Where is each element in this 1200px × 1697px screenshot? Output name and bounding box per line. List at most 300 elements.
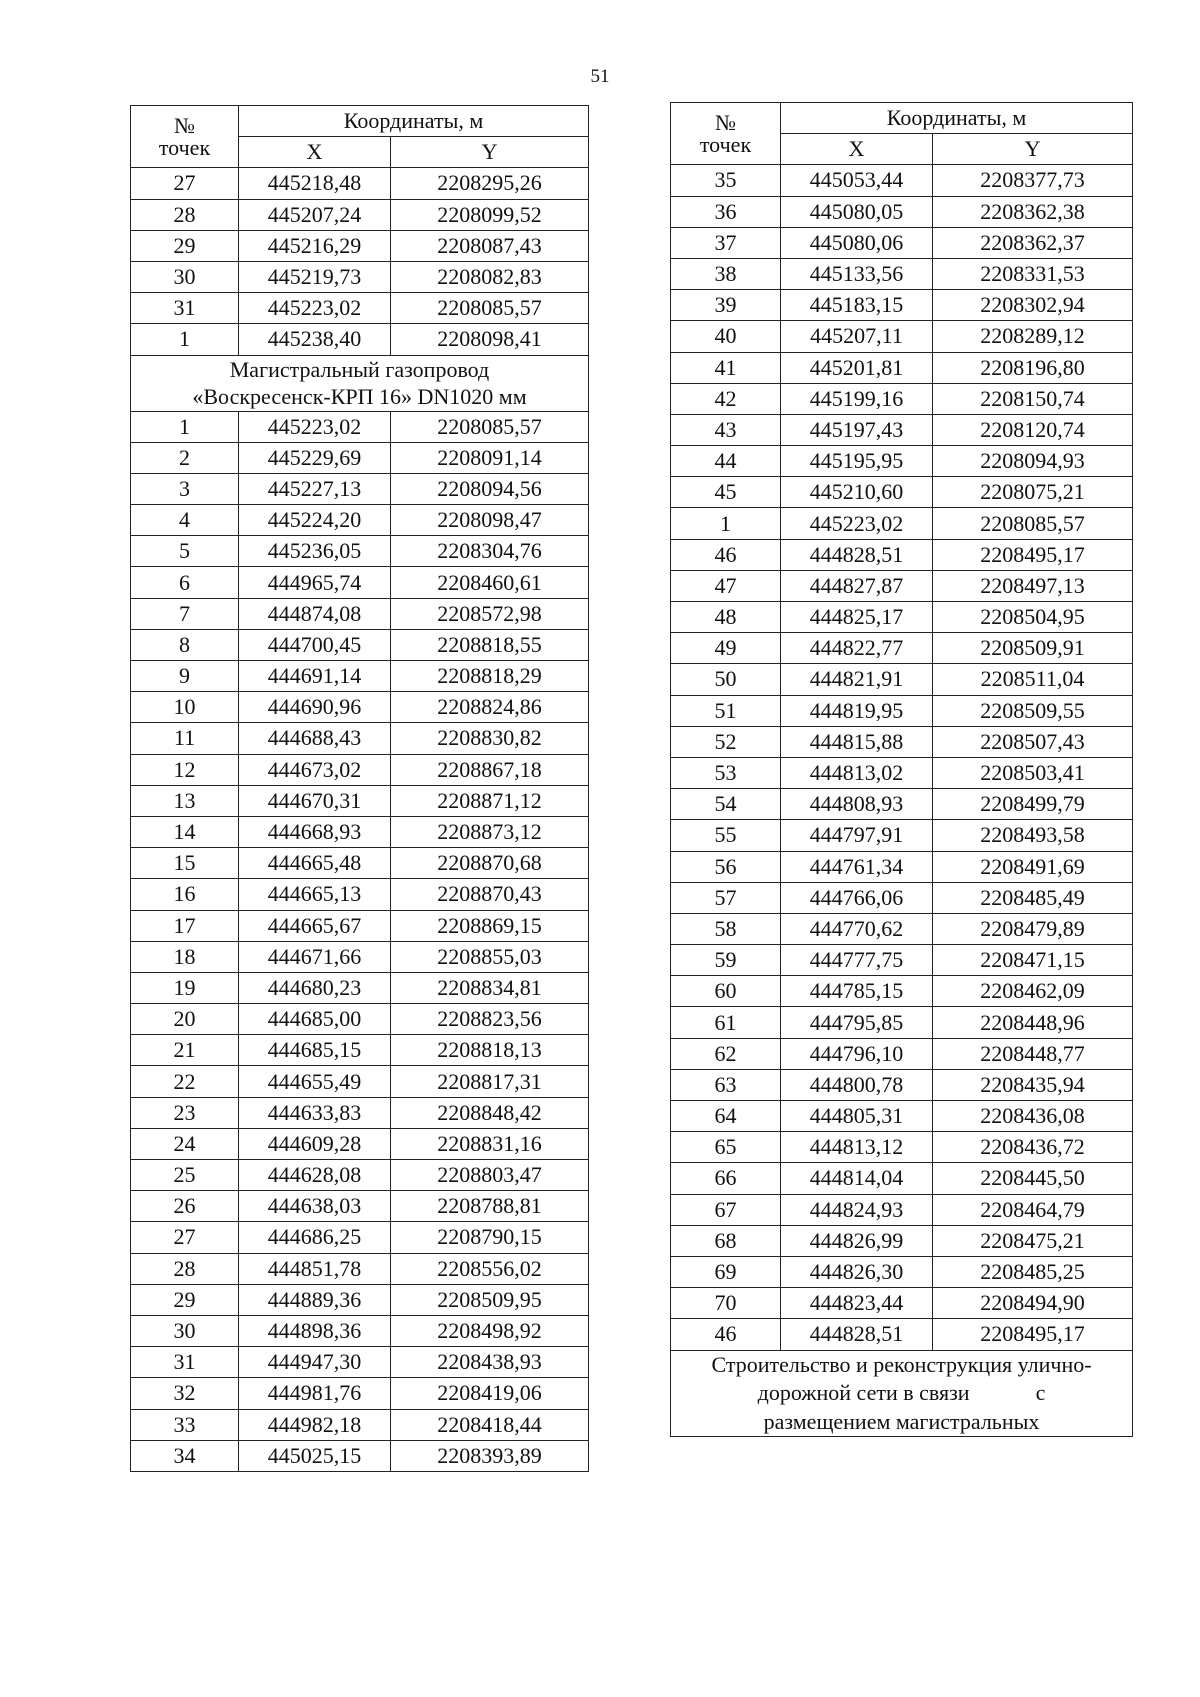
y-coordinate-cell: 2208085,57 [933,508,1133,539]
x-coordinate-cell: 444609,28 [239,1128,391,1159]
table-row [671,1007,1133,1038]
table-row [671,1194,1133,1225]
y-coordinate-cell: 2208870,68 [391,848,589,879]
point-number-cell: 51 [671,695,781,726]
table-row [131,473,589,504]
x-coordinate-cell: 444827,87 [781,570,933,601]
table-row [671,165,1133,196]
point-number-cell: 60 [671,976,781,1007]
point-number-cell: 35 [671,165,781,196]
point-number-cell: 67 [671,1194,781,1225]
point-number-cell: 32 [131,1378,239,1409]
x-coordinate-cell: 445216,29 [239,230,391,261]
x-coordinate-cell: 445183,15 [781,290,933,321]
point-number-cell: 39 [671,290,781,321]
table-body [671,165,1133,1350]
x-coordinate-cell: 445133,56 [781,258,933,289]
x-coordinate-cell: 444700,45 [239,629,391,660]
table-row [131,879,589,910]
table-row [131,1222,589,1253]
section-title: Магистральный газопровод «Воскресенск-КРП 16» DN1020 мм [131,355,589,411]
y-coordinate-cell: 2208460,61 [391,567,589,598]
x-coordinate-cell: 444633,83 [239,1097,391,1128]
table-row [671,508,1133,539]
x-coordinate-cell: 444826,99 [781,1225,933,1256]
x-coordinate-cell: 444668,93 [239,816,391,847]
y-coordinate-cell: 2208304,76 [391,536,589,567]
x-coordinate-cell: 445199,16 [781,383,933,414]
x-coordinate-cell: 444777,75 [781,945,933,976]
table-row [131,816,589,847]
x-coordinate-cell: 444655,49 [239,1066,391,1097]
x-coordinate-cell: 445219,73 [239,261,391,292]
x-coordinate-cell: 445080,06 [781,227,933,258]
x-coordinate-cell: 444761,34 [781,851,933,882]
table-header [131,106,589,168]
x-coordinate-cell: 444947,30 [239,1347,391,1378]
x-coordinate-cell: 444823,44 [781,1288,933,1319]
table-row [671,757,1133,788]
y-coordinate-cell: 2208507,43 [933,726,1133,757]
point-number-cell: 22 [131,1066,239,1097]
x-coordinate-cell: 444686,25 [239,1222,391,1253]
y-coordinate-cell: 2208196,80 [933,352,1133,383]
x-coordinate-cell: 445223,02 [781,508,933,539]
y-coordinate-cell: 2208393,89 [391,1440,589,1471]
point-number-cell: 63 [671,1069,781,1100]
x-coordinate-cell: 444785,15 [781,976,933,1007]
point-number-cell: 13 [131,785,239,816]
point-number-cell: 69 [671,1256,781,1287]
point-number-cell: 16 [131,879,239,910]
table-row [671,882,1133,913]
y-coordinate-cell: 2208377,73 [933,165,1133,196]
x-coordinate-cell: 444821,91 [781,664,933,695]
point-number-cell: 38 [671,258,781,289]
x-coordinate-cell: 445218,48 [239,168,391,199]
point-number-cell: 28 [131,1253,239,1284]
point-number-cell: 57 [671,882,781,913]
table-row [671,913,1133,944]
table-row [131,910,589,941]
y-coordinate-cell: 2208818,29 [391,661,589,692]
y-coordinate-cell: 2208495,17 [933,1319,1133,1350]
table-row [131,723,589,754]
y-coordinate-cell: 2208499,79 [933,789,1133,820]
coordinates-header: Координаты, м [239,106,589,137]
table-row [671,1163,1133,1194]
point-number-cell: 42 [671,383,781,414]
y-coordinate-cell: 2208099,52 [391,199,589,230]
y-coordinate-cell: 2208790,15 [391,1222,589,1253]
x-coordinate-cell: 444889,36 [239,1284,391,1315]
point-number-cell: 43 [671,414,781,445]
point-number-cell: 27 [131,1222,239,1253]
x-coordinate-cell: 444813,02 [781,757,933,788]
x-coordinate-cell: 444691,14 [239,661,391,692]
table-row [131,1440,589,1471]
x-coordinate-cell: 444805,31 [781,1101,933,1132]
table-row [671,1038,1133,1069]
point-number-header: № точек [131,106,239,168]
y-coordinate-cell: 2208485,25 [933,1256,1133,1287]
table-row [131,1253,589,1284]
y-coordinate-cell: 2208445,50 [933,1163,1133,1194]
table-row [671,1132,1133,1163]
table-row [131,1128,589,1159]
y-coordinate-cell: 2208362,37 [933,227,1133,258]
table-row [131,941,589,972]
point-number-cell: 37 [671,227,781,258]
table-row [671,446,1133,477]
table-row [131,598,589,629]
table-body [131,168,589,355]
point-number-cell: 31 [131,293,239,324]
table-row [131,848,589,879]
table-row [671,1256,1133,1287]
table-row [131,261,589,292]
table-row [131,1378,589,1409]
x-coordinate-cell: 444815,88 [781,726,933,757]
x-coordinate-cell: 444685,15 [239,1035,391,1066]
table-row [131,1284,589,1315]
table-row [131,168,589,199]
coordinates-table-left [130,105,589,1472]
y-header: Y [933,134,1133,165]
point-number-cell: 58 [671,913,781,944]
y-coordinate-cell: 2208419,06 [391,1378,589,1409]
x-coordinate-cell: 444898,36 [239,1315,391,1346]
x-coordinate-cell: 445223,02 [239,411,391,442]
y-coordinate-cell: 2208289,12 [933,321,1133,352]
point-number-cell: 12 [131,754,239,785]
y-coordinate-cell: 2208091,14 [391,442,589,473]
y-coordinate-cell: 2208331,53 [933,258,1133,289]
point-number-cell: 17 [131,910,239,941]
y-header: Y [391,137,589,168]
y-coordinate-cell: 2208295,26 [391,168,589,199]
table-row [131,505,589,536]
point-number-cell: 20 [131,1004,239,1035]
table-row [671,633,1133,664]
table-row [131,230,589,261]
point-number-cell: 46 [671,1319,781,1350]
y-coordinate-cell: 2208448,77 [933,1038,1133,1069]
point-number-cell: 24 [131,1128,239,1159]
x-coordinate-cell: 444673,02 [239,754,391,785]
y-coordinate-cell: 2208475,21 [933,1225,1133,1256]
point-number-cell: 9 [131,661,239,692]
table-row [671,945,1133,976]
point-number-cell: 1 [131,324,239,355]
point-number-cell: 8 [131,629,239,660]
point-number-cell: 31 [131,1347,239,1378]
table-row [131,324,589,355]
table-row [131,567,589,598]
point-number-cell: 52 [671,726,781,757]
x-coordinate-cell: 445210,60 [781,477,933,508]
point-number-cell: 10 [131,692,239,723]
point-number-cell: 7 [131,598,239,629]
x-coordinate-cell: 444874,08 [239,598,391,629]
point-number-cell: 15 [131,848,239,879]
y-coordinate-cell: 2208509,55 [933,695,1133,726]
x-coordinate-cell: 445207,11 [781,321,933,352]
x-coordinate-cell: 445238,40 [239,324,391,355]
coordinates-table-right [670,102,1133,1437]
point-number-cell: 18 [131,941,239,972]
y-coordinate-cell: 2208094,56 [391,473,589,504]
y-coordinate-cell: 2208098,41 [391,324,589,355]
y-coordinate-cell: 2208464,79 [933,1194,1133,1225]
x-coordinate-cell: 444808,93 [781,789,933,820]
table-row [131,785,589,816]
table-row [131,1347,589,1378]
table-row [671,227,1133,258]
point-number-cell: 54 [671,789,781,820]
point-number-cell: 21 [131,1035,239,1066]
table-row [671,1101,1133,1132]
y-coordinate-cell: 2208471,15 [933,945,1133,976]
point-number-cell: 46 [671,539,781,570]
table-row [131,972,589,1003]
y-coordinate-cell: 2208493,58 [933,820,1133,851]
table-row [131,1035,589,1066]
x-header: X [239,137,391,168]
tail-row-group [671,1350,1133,1437]
point-number-cell: 11 [131,723,239,754]
x-coordinate-cell: 444680,23 [239,972,391,1003]
y-coordinate-cell: 2208362,38 [933,196,1133,227]
table-row [131,1315,589,1346]
x-coordinate-cell: 444685,00 [239,1004,391,1035]
y-coordinate-cell: 2208498,92 [391,1315,589,1346]
x-coordinate-cell: 444665,48 [239,848,391,879]
y-coordinate-cell: 2208855,03 [391,941,589,972]
point-number-cell: 27 [131,168,239,199]
y-coordinate-cell: 2208438,93 [391,1347,589,1378]
x-coordinate-cell: 445201,81 [781,352,933,383]
x-coordinate-cell: 444770,62 [781,913,933,944]
x-coordinate-cell: 444813,12 [781,1132,933,1163]
table-row [671,321,1133,352]
point-number-cell: 30 [131,1315,239,1346]
table-row [131,411,589,442]
x-coordinate-cell: 444981,76 [239,1378,391,1409]
table-row [671,820,1133,851]
table-row [671,1069,1133,1100]
point-number-cell: 65 [671,1132,781,1163]
section-row [131,355,589,411]
x-coordinate-cell: 444814,04 [781,1163,933,1194]
y-coordinate-cell: 2208823,56 [391,1004,589,1035]
table-row [671,851,1133,882]
y-coordinate-cell: 2208494,90 [933,1288,1133,1319]
point-number-cell: 14 [131,816,239,847]
x-coordinate-cell: 444965,74 [239,567,391,598]
point-number-cell: 1 [131,411,239,442]
point-number-cell: 47 [671,570,781,601]
y-coordinate-cell: 2208082,83 [391,261,589,292]
point-number-cell: 2 [131,442,239,473]
x-coordinate-cell: 444688,43 [239,723,391,754]
table-row [671,789,1133,820]
page-number: 51 [590,66,610,87]
x-coordinate-cell: 444822,77 [781,633,933,664]
y-coordinate-cell: 2208504,95 [933,602,1133,633]
point-number-cell: 33 [131,1409,239,1440]
y-coordinate-cell: 2208511,04 [933,664,1133,695]
table-row [671,1288,1133,1319]
x-coordinate-cell: 445224,20 [239,505,391,536]
point-number-cell: 3 [131,473,239,504]
point-number-cell: 53 [671,757,781,788]
x-coordinate-cell: 444819,95 [781,695,933,726]
table-row [671,414,1133,445]
point-number-cell: 36 [671,196,781,227]
x-coordinate-cell: 444797,91 [781,820,933,851]
x-coordinate-cell: 444690,96 [239,692,391,723]
table-row [671,976,1133,1007]
point-number-cell: 1 [671,508,781,539]
y-coordinate-cell: 2208830,82 [391,723,589,754]
x-coordinate-cell: 444982,18 [239,1409,391,1440]
table-row [131,1160,589,1191]
table-body [131,411,589,1471]
point-number-cell: 4 [131,505,239,536]
table-row [671,570,1133,601]
table-row [671,196,1133,227]
table-row [671,539,1133,570]
y-coordinate-cell: 2208788,81 [391,1191,589,1222]
y-coordinate-cell: 2208509,91 [933,633,1133,664]
table-row [131,1409,589,1440]
point-number-cell: 49 [671,633,781,664]
table-row [131,442,589,473]
y-coordinate-cell: 2208448,96 [933,1007,1133,1038]
x-coordinate-cell: 444665,67 [239,910,391,941]
y-coordinate-cell: 2208834,81 [391,972,589,1003]
y-coordinate-cell: 2208873,12 [391,816,589,847]
point-number-cell: 29 [131,1284,239,1315]
table-row [131,199,589,230]
table-row [671,477,1133,508]
table-row [131,293,589,324]
y-coordinate-cell: 2208824,86 [391,692,589,723]
y-coordinate-cell: 2208150,74 [933,383,1133,414]
y-coordinate-cell: 2208495,17 [933,539,1133,570]
point-number-cell: 19 [131,972,239,1003]
table-row [131,1066,589,1097]
point-number-cell: 70 [671,1288,781,1319]
x-coordinate-cell: 444671,66 [239,941,391,972]
point-number-cell: 6 [131,567,239,598]
y-coordinate-cell: 2208087,43 [391,230,589,261]
y-coordinate-cell: 2208094,93 [933,446,1133,477]
table-row [131,629,589,660]
table-row [131,1004,589,1035]
table-row [671,1225,1133,1256]
x-coordinate-cell: 444796,10 [781,1038,933,1069]
y-coordinate-cell: 2208085,57 [391,411,589,442]
x-coordinate-cell: 444628,08 [239,1160,391,1191]
section-row-group [131,355,589,411]
y-coordinate-cell: 2208436,72 [933,1132,1133,1163]
y-coordinate-cell: 2208869,15 [391,910,589,941]
point-number-cell: 45 [671,477,781,508]
x-coordinate-cell: 444826,30 [781,1256,933,1287]
point-number-cell: 48 [671,602,781,633]
x-header: X [781,134,933,165]
table-row [671,695,1133,726]
table-row [671,290,1133,321]
y-coordinate-cell: 2208120,74 [933,414,1133,445]
point-number-cell: 64 [671,1101,781,1132]
point-number-cell: 34 [131,1440,239,1471]
table-row [671,258,1133,289]
x-coordinate-cell: 445025,15 [239,1440,391,1471]
y-coordinate-cell: 2208479,89 [933,913,1133,944]
table-row [131,1191,589,1222]
table-row [671,602,1133,633]
x-coordinate-cell: 444828,51 [781,1319,933,1350]
point-number-cell: 56 [671,851,781,882]
point-number-cell: 26 [131,1191,239,1222]
point-number-cell: 66 [671,1163,781,1194]
x-coordinate-cell: 445195,95 [781,446,933,477]
y-coordinate-cell: 2208509,95 [391,1284,589,1315]
table-row [671,383,1133,414]
y-coordinate-cell: 2208556,02 [391,1253,589,1284]
x-coordinate-cell: 444800,78 [781,1069,933,1100]
y-coordinate-cell: 2208435,94 [933,1069,1133,1100]
table-row [131,661,589,692]
table-row [131,1097,589,1128]
x-coordinate-cell: 445197,43 [781,414,933,445]
x-coordinate-cell: 445223,02 [239,293,391,324]
y-coordinate-cell: 2208867,18 [391,754,589,785]
table-row [671,352,1133,383]
y-coordinate-cell: 2208485,49 [933,882,1133,913]
table-row [671,1319,1133,1350]
x-coordinate-cell: 444766,06 [781,882,933,913]
y-coordinate-cell: 2208085,57 [391,293,589,324]
point-number-cell: 68 [671,1225,781,1256]
x-coordinate-cell: 445229,69 [239,442,391,473]
point-number-cell: 41 [671,352,781,383]
y-coordinate-cell: 2208870,43 [391,879,589,910]
point-number-cell: 30 [131,261,239,292]
y-coordinate-cell: 2208302,94 [933,290,1133,321]
coordinates-header: Координаты, м [781,103,1133,134]
y-coordinate-cell: 2208831,16 [391,1128,589,1159]
table-row [671,726,1133,757]
y-coordinate-cell: 2208818,55 [391,629,589,660]
x-coordinate-cell: 445207,24 [239,199,391,230]
x-coordinate-cell: 444851,78 [239,1253,391,1284]
x-coordinate-cell: 444828,51 [781,539,933,570]
point-number-cell: 55 [671,820,781,851]
point-number-cell: 61 [671,1007,781,1038]
y-coordinate-cell: 2208098,47 [391,505,589,536]
x-coordinate-cell: 444665,13 [239,879,391,910]
point-number-cell: 59 [671,945,781,976]
x-coordinate-cell: 444638,03 [239,1191,391,1222]
point-number-cell: 40 [671,321,781,352]
x-coordinate-cell: 445236,05 [239,536,391,567]
x-coordinate-cell: 444824,93 [781,1194,933,1225]
y-coordinate-cell: 2208803,47 [391,1160,589,1191]
